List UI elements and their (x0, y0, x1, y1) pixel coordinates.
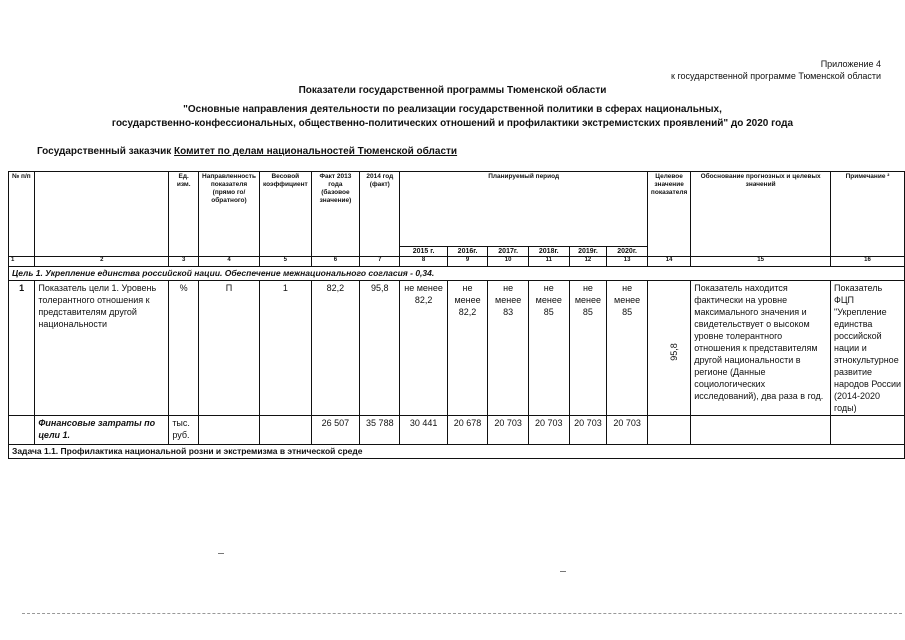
finance-fact-2013: 26 507 (311, 416, 359, 445)
finance-fact-2014: 35 788 (360, 416, 400, 445)
column-number: 3 (169, 257, 199, 267)
indicator-plan-2016: не менее 82,2 (447, 281, 488, 416)
finance-target (647, 416, 690, 445)
header-name (35, 172, 169, 257)
header-year: 2020г. (607, 247, 648, 257)
appendix-number: Приложение 4 (820, 59, 881, 69)
subtitle-line-1: "Основные направления деятельности по реализации государственной политики в сферах национальных, (183, 104, 722, 115)
indicator-plan-2017: не менее 83 (488, 281, 529, 416)
finance-weight (259, 416, 311, 445)
column-number: 8 (400, 257, 447, 267)
finance-num (9, 416, 35, 445)
scan-speck (218, 553, 224, 554)
goal-row (9, 267, 905, 281)
header-justification: Обоснование прогнозных и целевых значений (691, 172, 831, 257)
finance-row (9, 416, 905, 445)
indicator-name: Показатель цели 1. Уровень толерантного отношения к представителям другой национальности (35, 281, 169, 416)
indicator-justification: Показатель находится фактически на уровне максимального значения и свидетельствует о высоком уровне толерантного отношения к представителям другой национальности в регионе (Данные социологических исследований), два раза в год. (691, 281, 831, 416)
document-title: Показатели государственной программы Тюменской области (298, 85, 607, 96)
finance-plan-2020: 20 703 (607, 416, 648, 445)
finance-plan-2016: 20 678 (447, 416, 488, 445)
indicator-note: Показатель ФЦП "Укрепление единства российской нации и этнокультурное развитие народов России (2014-2020 годы) (831, 281, 905, 416)
document-subtitle (0, 103, 905, 131)
indicator-fact-2013: 82,2 (311, 281, 359, 416)
column-number: 12 (569, 257, 607, 267)
header-row (9, 172, 905, 247)
indicator-num: 1 (9, 281, 35, 416)
header-note: Примечание ² (831, 172, 905, 257)
indicator-target-cell (647, 281, 690, 416)
column-number: 10 (488, 257, 529, 267)
header-year: 2017г. (488, 247, 529, 257)
finance-direction (199, 416, 260, 445)
page-cut-line (22, 613, 902, 614)
customer-label: Государственный заказчик (37, 146, 172, 157)
header-year: 2015 г. (400, 247, 447, 257)
finance-plan-2017: 20 703 (488, 416, 529, 445)
indicator-plan-2020: не менее 85 (607, 281, 648, 416)
finance-plan-2015: 30 441 (400, 416, 447, 445)
header-weight: Весовой коэффициент (259, 172, 311, 257)
indicator-fact-2014: 95,8 (360, 281, 400, 416)
goal-text: Цель 1. Укрепление единства российской нации. Обеспечение межнационального согласия - 0,34. (9, 267, 905, 281)
subtitle-line-2: государственно-конфессиональных, общественно-политических отношений и профилактики экстремистских проявлений" до 2020 года (111, 118, 794, 129)
finance-note (831, 416, 905, 445)
task-row (9, 445, 905, 459)
column-number: 16 (831, 257, 905, 267)
indicator-target: 95,8 (668, 343, 679, 361)
header-target: Целевое значение показателя (647, 172, 690, 257)
column-number: 11 (528, 257, 569, 267)
column-number: 9 (447, 257, 488, 267)
finance-justification (691, 416, 831, 445)
column-number: 1 (9, 257, 35, 267)
column-number: 6 (311, 257, 359, 267)
finance-plan-2019: 20 703 (569, 416, 607, 445)
column-number: 4 (199, 257, 260, 267)
header-unit: Ед. изм. (169, 172, 199, 257)
header-year: 2019г. (569, 247, 607, 257)
indicator-plan-2015: не менее 82,2 (400, 281, 447, 416)
column-number: 15 (691, 257, 831, 267)
finance-label: Финансовые затраты по цели 1. (35, 416, 169, 445)
indicator-plan-2019: не менее 85 (569, 281, 607, 416)
indicator-plan-2018: не менее 85 (528, 281, 569, 416)
column-numbers-row (9, 257, 905, 267)
customer-value: Комитет по делам национальностей Тюменской области (174, 146, 458, 157)
header-planned-period: Планируемый период (400, 172, 647, 247)
indicator-weight: 1 (259, 281, 311, 416)
column-number: 2 (35, 257, 169, 267)
header-year: 2018г. (528, 247, 569, 257)
column-number: 13 (607, 257, 648, 267)
scan-speck (560, 571, 566, 572)
task-text: Задача 1.1. Профилактика национальной розни и экстремизма в этнической среде (9, 445, 905, 459)
column-number: 5 (259, 257, 311, 267)
header-year: 2016г. (447, 247, 488, 257)
header-fact-2014: 2014 год (факт) (360, 172, 400, 257)
header-fact-2013: Факт 2013 года (базовое значение) (311, 172, 359, 257)
column-number: 7 (360, 257, 400, 267)
column-number: 14 (647, 257, 690, 267)
state-customer (37, 146, 457, 157)
header-direction: Направленность показателя (прямо го/обратного) (199, 172, 260, 257)
indicators-table (8, 171, 905, 459)
indicator-direction: П (199, 281, 260, 416)
indicator-unit: % (169, 281, 199, 416)
finance-unit: тыс. руб. (169, 416, 199, 445)
finance-plan-2018: 20 703 (528, 416, 569, 445)
appendix-reference: к государственной программе Тюменской области (671, 71, 881, 81)
indicator-row (9, 281, 905, 416)
header-num: № п/п (9, 172, 35, 257)
